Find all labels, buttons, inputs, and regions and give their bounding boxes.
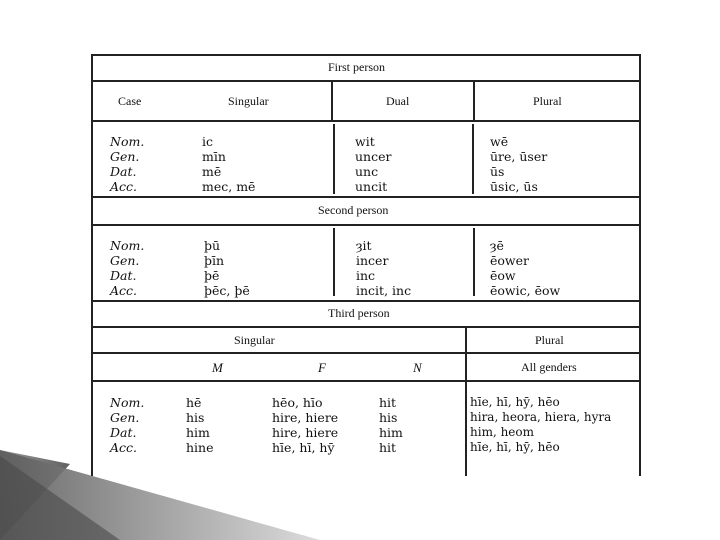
form: mec, mē bbox=[202, 179, 256, 194]
form: incer bbox=[356, 253, 389, 268]
form: him bbox=[379, 425, 403, 440]
plural-heading: Plural bbox=[533, 94, 562, 108]
first-dual-forms bbox=[355, 134, 391, 194]
case-label: Nom. bbox=[110, 134, 145, 149]
table-left-border bbox=[91, 54, 93, 476]
rule bbox=[333, 124, 335, 194]
form: hit bbox=[379, 440, 397, 455]
first-singular-forms bbox=[202, 134, 255, 194]
slide-corner-decoration bbox=[0, 450, 320, 540]
rule bbox=[92, 196, 640, 198]
case-label: Nom. bbox=[110, 238, 145, 253]
rule bbox=[473, 228, 475, 296]
form: hīe, hī, hȳ bbox=[272, 440, 335, 455]
case-label: Gen. bbox=[110, 253, 140, 268]
form: hē bbox=[186, 395, 202, 410]
form: uncit bbox=[355, 179, 388, 194]
dual-heading: Dual bbox=[386, 94, 410, 108]
rule bbox=[92, 80, 640, 82]
all-genders-heading: All genders bbox=[521, 360, 577, 374]
form: ūs bbox=[490, 164, 505, 179]
second-singular-forms bbox=[204, 238, 250, 298]
case-label: Acc. bbox=[110, 440, 138, 455]
rule bbox=[472, 124, 474, 194]
case-heading: Case bbox=[118, 94, 142, 108]
form: ēower bbox=[490, 253, 529, 268]
first-plural-forms bbox=[490, 134, 547, 194]
form: ēow bbox=[490, 268, 516, 283]
rule bbox=[465, 326, 467, 476]
form: hīe, hī, hȳ, hēo bbox=[470, 440, 560, 454]
form: ēowic, ēow bbox=[490, 283, 561, 298]
form: ȝit bbox=[356, 238, 372, 253]
form: ic bbox=[202, 134, 213, 149]
table-top-border bbox=[92, 54, 640, 56]
neuter-heading: N bbox=[413, 360, 422, 375]
form: þū bbox=[204, 238, 221, 253]
singular-heading: Singular bbox=[228, 94, 269, 108]
form: hēo, hīo bbox=[272, 395, 323, 410]
third-person-heading: Third person bbox=[328, 306, 390, 320]
rule bbox=[331, 80, 333, 120]
second-person-heading: Second person bbox=[318, 203, 389, 217]
form: hine bbox=[186, 440, 214, 455]
form: þēc, þē bbox=[204, 283, 250, 298]
rule bbox=[92, 120, 640, 122]
form: hire, hiere bbox=[272, 425, 339, 440]
form: uncer bbox=[355, 149, 392, 164]
third-feminine-forms bbox=[272, 395, 338, 455]
form: þīn bbox=[204, 253, 225, 268]
case-label: Dat. bbox=[110, 268, 137, 283]
form: hire, hiere bbox=[272, 410, 339, 425]
case-label: Gen. bbox=[110, 410, 140, 425]
form: mīn bbox=[202, 149, 226, 164]
form: incit, inc bbox=[356, 283, 412, 298]
case-label: Dat. bbox=[110, 164, 137, 179]
form: his bbox=[379, 410, 398, 425]
case-label: Acc. bbox=[110, 179, 138, 194]
form: mē bbox=[202, 164, 222, 179]
rule bbox=[92, 326, 640, 328]
form: him, heom bbox=[470, 425, 535, 439]
form: wē bbox=[490, 134, 509, 149]
case-list bbox=[110, 395, 144, 455]
case-list bbox=[110, 134, 144, 194]
masculine-heading: M bbox=[212, 360, 223, 375]
form: ȝē bbox=[490, 238, 504, 253]
case-label: Acc. bbox=[110, 283, 138, 298]
rule bbox=[473, 80, 475, 120]
second-plural-forms bbox=[490, 238, 560, 298]
form: wit bbox=[355, 134, 375, 149]
form: ūsic, ūs bbox=[490, 179, 538, 194]
third-neuter-forms bbox=[379, 395, 403, 455]
third-plural-forms bbox=[470, 395, 611, 455]
case-list bbox=[110, 238, 144, 298]
rule bbox=[92, 224, 640, 226]
form: hit bbox=[379, 395, 397, 410]
rule bbox=[333, 228, 335, 296]
third-masculine-forms bbox=[186, 395, 214, 455]
rule bbox=[92, 352, 640, 354]
table-right-border bbox=[639, 54, 641, 476]
form: þē bbox=[204, 268, 220, 283]
form: his bbox=[186, 410, 205, 425]
form: hira, heora, hiera, hyra bbox=[470, 410, 612, 424]
feminine-heading: F bbox=[318, 360, 326, 375]
case-label: Gen. bbox=[110, 149, 140, 164]
rule bbox=[92, 380, 640, 382]
form: unc bbox=[355, 164, 379, 179]
form: him bbox=[186, 425, 210, 440]
third-plural-heading: Plural bbox=[535, 333, 564, 347]
case-label: Dat. bbox=[110, 425, 137, 440]
rule bbox=[92, 300, 640, 302]
third-singular-heading: Singular bbox=[234, 333, 275, 347]
form: ūre, ūser bbox=[490, 149, 548, 164]
form: hīe, hī, hȳ, hēo bbox=[470, 395, 560, 409]
first-person-heading: First person bbox=[328, 60, 385, 74]
second-dual-forms bbox=[356, 238, 411, 298]
case-label: Nom. bbox=[110, 395, 145, 410]
form: inc bbox=[356, 268, 376, 283]
